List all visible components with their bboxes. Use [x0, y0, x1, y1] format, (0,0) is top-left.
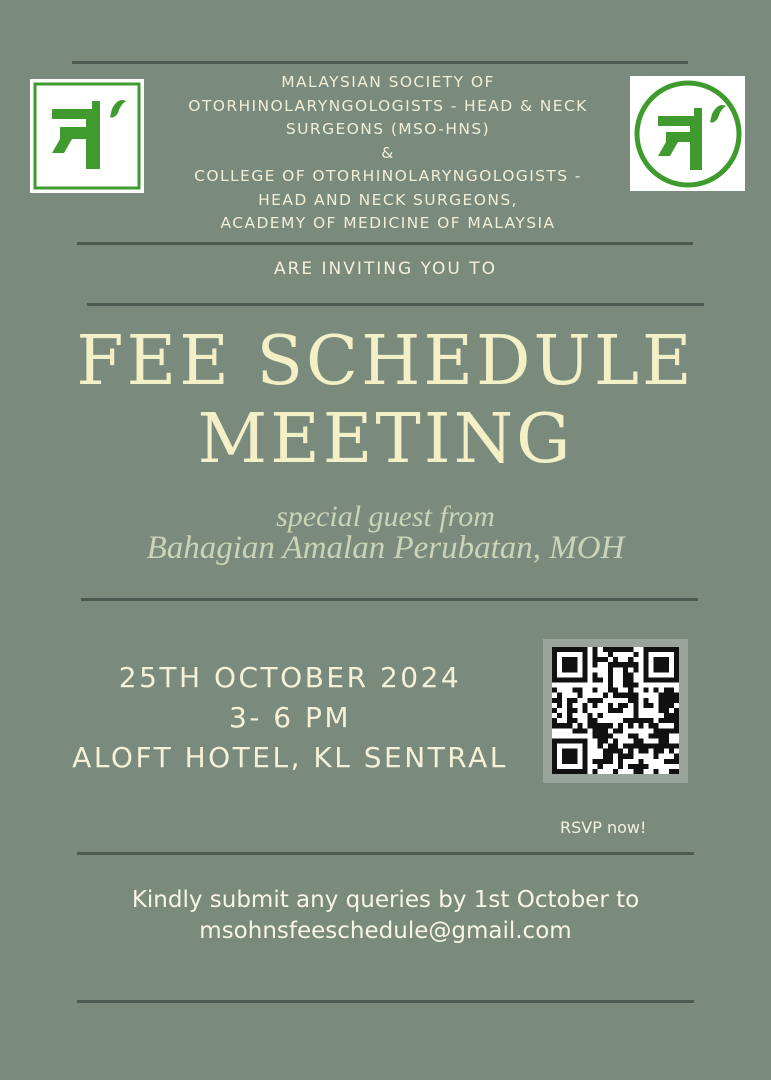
- contact-email[interactable]: msohnsfeeschedule@gmail.com: [199, 918, 572, 944]
- rsvp-qr-code[interactable]: [543, 639, 688, 783]
- title-line-1: FEE SCHEDULE: [76, 322, 695, 401]
- guest-intro: special guest from: [276, 500, 495, 533]
- organizer-line: OTORHINOLARYNGOLOGISTS - HEAD & NECK: [188, 96, 588, 115]
- mso-hns-logo: [30, 79, 144, 193]
- queries-text: Kindly submit any queries by 1st October to: [131, 887, 640, 913]
- event-venue: ALOFT HOTEL, KL SENTRAL: [72, 741, 508, 774]
- organizer-line: ACADEMY OF MEDICINE OF MALAYSIA: [220, 214, 556, 232]
- divider-top: [72, 61, 688, 64]
- organizer-block: [150, 71, 626, 236]
- organizer-line: SURGEONS (MSO-HNS): [285, 120, 491, 138]
- divider-bottom: [77, 1000, 694, 1003]
- divider-after-event: [77, 852, 694, 855]
- mso-hns-logo-icon: [30, 79, 144, 193]
- title-line-2: MEETING: [197, 400, 574, 479]
- organizer-line: &: [381, 143, 395, 162]
- guest-name: Bahagian Amalan Perubatan, MOH: [146, 530, 625, 566]
- organizer-line: HEAD AND NECK SURGEONS,: [258, 190, 518, 209]
- rsvp-text: RSVP now!: [560, 818, 647, 837]
- invite-text: ARE INVITING YOU TO: [273, 259, 498, 279]
- event-time: 3- 6 PM: [228, 701, 352, 734]
- event-date: 25TH OCTOBER 2024: [118, 661, 462, 694]
- qr-code-icon: [552, 647, 679, 774]
- organizer-line: MALAYSIAN SOCIETY OF: [281, 73, 495, 91]
- organizer-line: COLLEGE OF OTORHINOLARYNGOLOGISTS -: [194, 167, 582, 185]
- divider-after-guest: [81, 598, 698, 601]
- college-ent-logo: [630, 76, 745, 191]
- college-ent-logo-icon: [630, 76, 745, 191]
- divider-after-organizer: [77, 242, 693, 245]
- divider-after-invite: [87, 303, 704, 306]
